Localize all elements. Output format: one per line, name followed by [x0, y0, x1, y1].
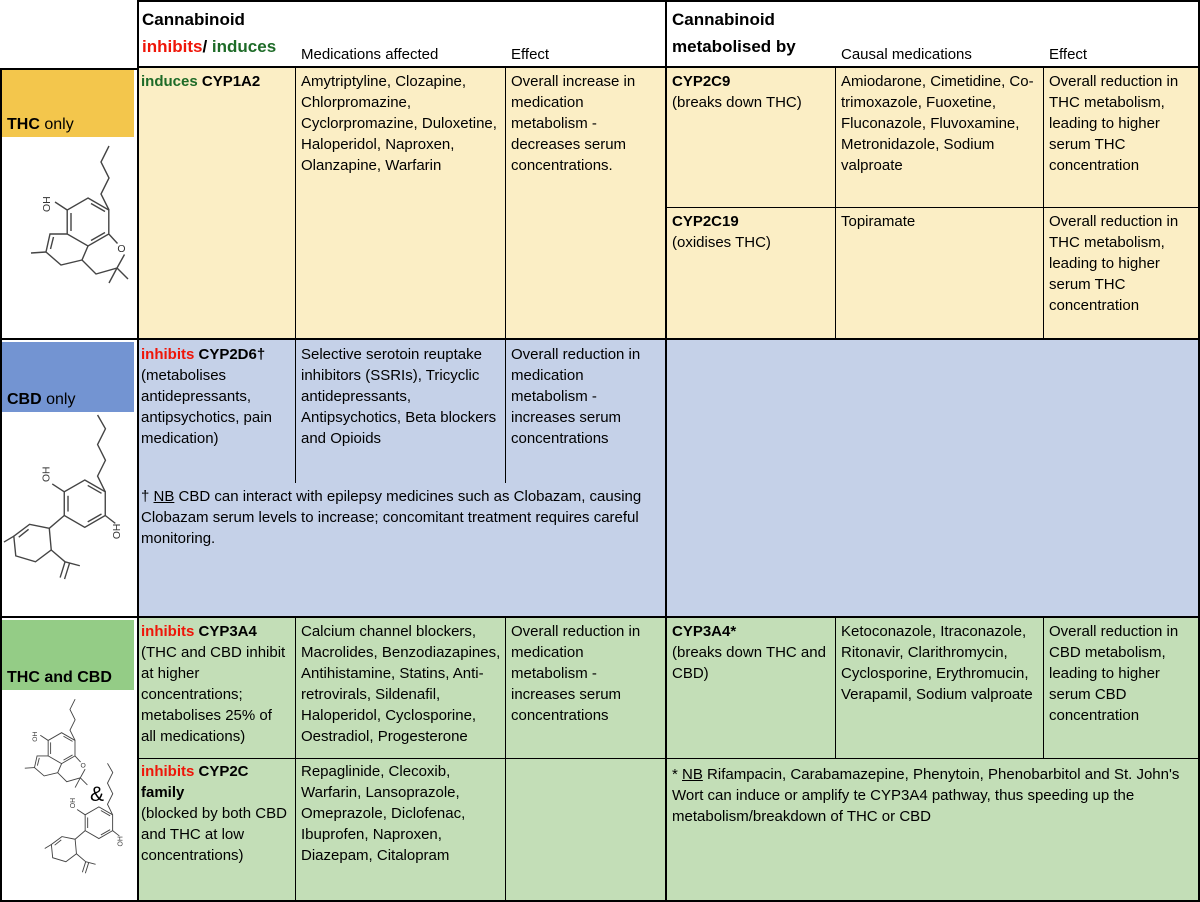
cyp2c9-effect-cell: Overall reduction in THC metabolism, leading to higher serum THC concentration: [1049, 73, 1179, 174]
grid-line: [835, 68, 836, 338]
grid-line: [667, 758, 1200, 759]
cyp3a4-star-enzyme-cell: [672, 621, 828, 684]
thc-effect-cell: Overall increase in medication metabolism - decreases serum concentrations.: [511, 73, 636, 174]
cbd-footnote: [141, 486, 659, 549]
grid-line: [1043, 68, 1044, 338]
both-section-background: [137, 618, 1200, 902]
thc-enzyme: CYP1A2: [197, 73, 261, 90]
thc-section-background: [137, 68, 1200, 338]
cyp3a4-verb: inhibits: [141, 623, 195, 640]
induces-word: induces: [207, 37, 277, 56]
cyp2c9-name: CYP2C9: [672, 73, 731, 90]
thc-row-label: [2, 70, 134, 137]
cyp3a4-effect-cell: Overall reduction in medication metabolism - increases serum concentrations: [511, 623, 641, 724]
cbd-enzyme-desc: (metabolises antidepressants, antipsychotics, pain medication): [141, 367, 272, 447]
slash: /: [202, 37, 208, 56]
grid-line: [295, 340, 296, 483]
cbd-medications-cell: Selective serotoin reuptake inhibitors (SSRIs), Tricyclic antidepressants, Antipsychotics, Beta blockers and Opioids: [301, 346, 497, 447]
cyp2c19-enzyme-cell: [672, 211, 828, 253]
grid-line: [295, 618, 296, 902]
thc-verb: induces: [141, 73, 198, 90]
cbd-verb: inhibits: [141, 346, 195, 363]
grid-line: [505, 618, 506, 902]
cyp2c19-effect-cell: Overall reduction in THC metabolism, leading to higher serum THC concentration: [1049, 213, 1179, 314]
grid-line: [667, 207, 1200, 208]
cyp2c19-name: CYP2C19: [672, 213, 739, 230]
cyp3a4-star-effect-cell: Overall reduction in CBD metabolism, leading to higher serum CBD concentration: [1049, 623, 1179, 724]
divider-header-bottom: [137, 66, 1200, 68]
dagger-mark: †: [141, 488, 154, 505]
cyp3a4-footnote: [672, 764, 1192, 827]
both-label-text: THC and CBD: [7, 669, 112, 686]
header-right-title-line1: Cannabinoid: [672, 10, 775, 29]
cyp3a4-desc: (THC and CBD inhibit at higher concentrations; metabolises 25% of all medications): [141, 644, 286, 745]
cyp3a4-star-desc: (breaks down THC and CBD): [672, 644, 826, 682]
thc-medications-cell: Amytriptyline, Clozapine, Chlorpromazine, Cyclorpromazine, Duloxetine, Haloperidol, Naproxen, Olanzapine, Warfarin: [301, 73, 497, 174]
cyp2c9-enzyme-cell: [672, 71, 828, 113]
thc-enzyme-cell: [141, 71, 291, 92]
cbd-section-background: [137, 340, 1200, 616]
divider-center-vertical: [665, 0, 667, 902]
ampersand-text: &: [90, 783, 105, 806]
thc-label-bold: THC: [7, 116, 40, 133]
asterisk-mark: *: [672, 766, 683, 783]
cbd-row-label: [2, 342, 134, 412]
divider-cbd-both: [0, 616, 1200, 618]
cyp2c-family-desc: (blocked by both CBD and THC at low concentrations): [141, 805, 287, 864]
cyp3a4-footnote-text: Rifampacin, Carabamazepine, Phenytoin, Phenobarbitol and St. John's Wort can induce or amplify te CYP3A4 pathway, thus speeding up the metabolism/breakdown of THC or CBD: [672, 766, 1180, 825]
cbd-enzyme-cell: [141, 344, 291, 449]
divider-thc-cbd: [0, 338, 1200, 340]
cyp2c-family-verb: inhibits: [141, 763, 195, 780]
col-header-causal-medications: Causal medications: [841, 46, 972, 63]
cyp3a4-medications-cell: Calcium channel blockers, Macrolides, Benzodiazapines, Antihistamine, Statins, Anti-retrovirals, Sildenafil, Haloperidol, Cyclosporine, Oestradiol, Progesterone: [301, 623, 501, 745]
grid-line: [1043, 618, 1044, 758]
grid-line: [295, 68, 296, 338]
cyp3a4-enzyme: CYP3A4: [194, 623, 257, 640]
cyp3a4-enzyme-cell: [141, 621, 291, 747]
cyp3a4-star-name: CYP3A4*: [672, 623, 737, 640]
grid-line: [137, 758, 667, 759]
header-left-title-line1: Cannabinoid: [142, 10, 245, 29]
cyp2c-family-medications-cell: Repaglinide, Clecoxib, Warfarin, Lansoprazole, Omeprazole, Diclofenac, Ibuprofen, Naproxen, Diazepam, Citalopram: [301, 763, 466, 864]
grid-line: [505, 340, 506, 483]
both-row-label: [2, 620, 134, 690]
grid-line: [835, 618, 836, 758]
grid-line: [505, 68, 506, 338]
cyp2c-family-enzyme: CYP2C family: [141, 763, 249, 801]
cyp2c19-medications-cell: Topiramate: [841, 213, 916, 230]
thc-structure-icon: [2, 138, 135, 338]
cyp2c-family-enzyme-cell: [141, 761, 291, 866]
cyp2c9-medications-cell: Amiodarone, Cimetidine, Co-trimoxazole, Fuoxetine, Fluconazole, Fluvoxamine, Metronidazole, Sodium valproate: [841, 73, 1034, 174]
cbd-enzyme: CYP2D6†: [194, 346, 266, 363]
cyp2c9-desc: (breaks down THC): [672, 94, 802, 111]
thc-label-rest: only: [39, 116, 74, 133]
header-right-title-line2: metabolised by: [672, 37, 796, 56]
cbd-label-bold: CBD: [7, 391, 42, 408]
nb-label-right: NB: [682, 766, 703, 783]
cbd-label-rest: only: [41, 391, 76, 408]
cyp2c19-desc: (oxidises THC): [672, 234, 771, 251]
cbd-structure-small-icon: [44, 762, 132, 898]
cbd-structure-icon: [2, 413, 135, 616]
col-header-effect-left: Effect: [511, 46, 550, 63]
col-header-medications-affected: Medications affected: [301, 46, 439, 63]
cyp3a4-star-medications-cell: Ketoconazole, Itraconazole, Ritonavir, Clarithromycin, Cyclosporine, Erythromucin, Verapamil, Sodium valproate: [841, 623, 1033, 703]
cbd-effect-cell: Overall reduction in medication metabolism - increases serum concentrations: [511, 346, 641, 447]
col-header-effect-right: Effect: [1049, 46, 1088, 63]
cbd-footnote-text: CBD can interact with epilepsy medicines such as Clobazam, causing Clobazam serum levels to increase; concomitant treatment requires careful monitoring.: [141, 488, 642, 547]
nb-label: NB: [153, 488, 175, 505]
inhibits-word: inhibits: [142, 37, 203, 56]
